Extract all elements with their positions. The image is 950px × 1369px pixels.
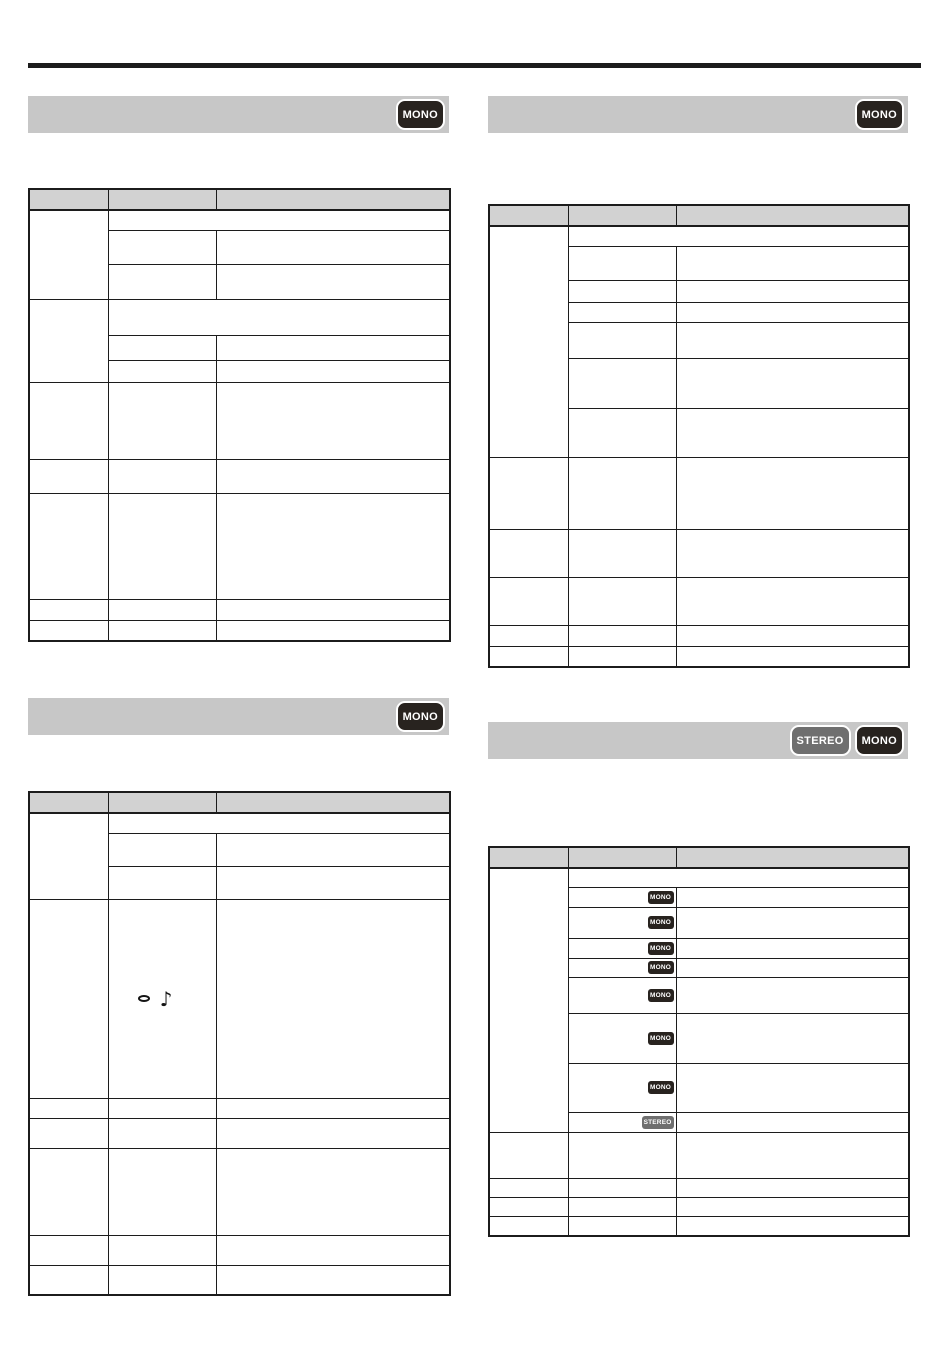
parameter-cell — [568, 529, 676, 577]
table-row — [29, 599, 450, 620]
effect-name-cell — [29, 493, 108, 599]
whole-note-icon — [138, 995, 150, 1002]
parameter-cell — [108, 866, 216, 899]
description-cell — [676, 408, 909, 457]
table-row — [29, 459, 450, 493]
effect-type-header-cell — [29, 792, 108, 813]
effect-name-cell — [489, 1197, 568, 1216]
parameter-header-cell — [568, 205, 676, 226]
parameter-cell — [568, 1197, 676, 1216]
description-cell — [676, 977, 909, 1013]
parameter-cell — [568, 1216, 676, 1236]
effect-name-cell — [489, 646, 568, 667]
parameter-header-cell — [108, 189, 216, 210]
mono-badge-small: MONO — [648, 989, 674, 1002]
description-cell — [676, 322, 909, 358]
description-cell — [216, 335, 450, 360]
effect-name-cell — [29, 459, 108, 493]
description-cell — [676, 1063, 909, 1112]
table-row — [29, 1235, 450, 1265]
parameter-cell — [108, 599, 216, 620]
table-row — [29, 899, 450, 1098]
description-header-cell — [216, 189, 450, 210]
parameter-cell — [108, 1265, 216, 1295]
table-row — [489, 529, 909, 577]
parameter-cell — [108, 459, 216, 493]
description-cell — [676, 246, 909, 280]
parameter-cell — [568, 1063, 676, 1112]
parameter-cell — [568, 907, 676, 938]
description-cell — [676, 887, 909, 907]
mono-badge: MONO — [855, 99, 904, 130]
description-cell — [676, 1216, 909, 1236]
parameter-cell — [568, 1013, 676, 1063]
parameter-cell — [568, 958, 676, 977]
parameter-cell — [568, 280, 676, 302]
description-cell — [676, 625, 909, 646]
effect-name-cell — [489, 1178, 568, 1197]
mono-badge-small: MONO — [648, 1081, 674, 1094]
table-header-row — [29, 792, 450, 813]
note-duration-icons — [109, 986, 202, 1011]
parameter-header-cell — [568, 847, 676, 868]
parameter-cell — [108, 899, 216, 1098]
effect-type-header-cell — [29, 189, 108, 210]
description-cell — [216, 833, 450, 866]
effect-name-cell — [29, 1098, 108, 1118]
parameter-cell — [108, 1148, 216, 1235]
section-bar-right-top — [488, 96, 908, 133]
section-bar-left-top — [28, 96, 449, 133]
parameter-cell — [568, 322, 676, 358]
parameter-cell — [108, 264, 216, 299]
description-cell — [216, 866, 450, 899]
effect-name-cell — [489, 868, 568, 1132]
table-row — [489, 1197, 909, 1216]
description-cell — [216, 264, 450, 299]
merged-description-cell — [108, 299, 450, 335]
parameter-cell — [108, 1118, 216, 1148]
table-row — [29, 1118, 450, 1148]
parameter-cell — [108, 360, 216, 382]
parameter-cell — [108, 1098, 216, 1118]
description-cell — [676, 457, 909, 529]
description-cell — [676, 646, 909, 667]
table-row — [489, 868, 909, 887]
table-row — [29, 210, 450, 230]
description-cell — [676, 938, 909, 958]
parameter-cell — [568, 1112, 676, 1132]
table-row — [489, 1132, 909, 1178]
description-cell — [216, 230, 450, 264]
table-row — [29, 620, 450, 641]
table-row — [489, 226, 909, 246]
effect-type-header-cell — [489, 205, 568, 226]
effect-name-cell — [29, 210, 108, 299]
description-cell — [676, 1013, 909, 1063]
parameter-cell — [568, 977, 676, 1013]
section-bar-left-bottom — [28, 698, 449, 735]
parameter-cell — [568, 408, 676, 457]
table-row — [489, 646, 909, 667]
section-bar-right-bottom — [488, 722, 908, 759]
description-header-cell — [216, 792, 450, 813]
mono-badge: MONO — [855, 725, 904, 756]
description-cell — [216, 899, 450, 1098]
parameter-cell — [568, 1132, 676, 1178]
description-cell — [676, 1178, 909, 1197]
table-row — [29, 1098, 450, 1118]
description-cell — [676, 1197, 909, 1216]
effect-name-cell — [29, 813, 108, 899]
merged-description-cell — [108, 210, 450, 230]
effect-name-cell — [489, 625, 568, 646]
description-cell — [216, 459, 450, 493]
description-cell — [216, 382, 450, 459]
description-header-cell — [676, 847, 909, 868]
merged-description-cell — [568, 868, 909, 887]
effect-type-header-cell — [489, 847, 568, 868]
effect-name-cell — [489, 226, 568, 457]
description-cell — [676, 577, 909, 625]
effect-name-cell — [489, 1216, 568, 1236]
parameter-cell — [568, 938, 676, 958]
params-table-left-top — [28, 188, 451, 642]
description-cell — [216, 360, 450, 382]
description-cell — [216, 1098, 450, 1118]
effect-name-cell — [29, 1148, 108, 1235]
table-header-row — [489, 847, 909, 868]
top-rule — [28, 63, 921, 68]
mono-badge-small: MONO — [648, 1032, 674, 1045]
effect-name-cell — [489, 1132, 568, 1178]
params-table-right-bottom — [488, 846, 910, 1237]
mono-badge: MONO — [396, 701, 445, 732]
merged-description-cell — [568, 226, 909, 246]
effect-name-cell — [29, 899, 108, 1098]
mono-badge-small: MONO — [648, 942, 674, 955]
description-cell — [676, 529, 909, 577]
mono-badge-small: MONO — [648, 916, 674, 929]
table-row — [489, 457, 909, 529]
parameter-cell — [108, 335, 216, 360]
parameter-cell — [568, 358, 676, 408]
description-header-cell — [676, 205, 909, 226]
table-header-row — [489, 205, 909, 226]
parameter-cell — [108, 833, 216, 866]
description-cell — [676, 1132, 909, 1178]
merged-description-cell — [108, 813, 450, 833]
parameter-header-cell — [108, 792, 216, 813]
effect-name-cell — [489, 457, 568, 529]
table-row — [29, 1265, 450, 1295]
description-cell — [216, 493, 450, 599]
stereo-badge: STEREO — [790, 725, 851, 756]
description-cell — [216, 1118, 450, 1148]
description-cell — [216, 620, 450, 641]
table-row — [489, 1216, 909, 1236]
parameter-cell — [568, 302, 676, 322]
params-table-right-top — [488, 204, 910, 668]
effect-name-cell — [29, 599, 108, 620]
parameter-cell — [108, 620, 216, 641]
parameter-cell — [108, 1235, 216, 1265]
table-row — [29, 1148, 450, 1235]
table-row — [489, 577, 909, 625]
parameter-cell — [568, 1178, 676, 1197]
effect-name-cell — [489, 577, 568, 625]
effect-name-cell — [29, 382, 108, 459]
table-row — [29, 813, 450, 833]
mono-badge-small: MONO — [648, 961, 674, 974]
description-cell — [676, 358, 909, 408]
table-row — [29, 382, 450, 459]
table-row — [29, 299, 450, 335]
eighth-note-icon: ♪ — [159, 986, 173, 1011]
table-row — [489, 625, 909, 646]
parameter-cell — [568, 577, 676, 625]
stereo-badge-small: STEREO — [642, 1116, 674, 1129]
mono-badge-small: MONO — [648, 891, 674, 904]
effect-name-cell — [29, 1118, 108, 1148]
effect-name-cell — [29, 1265, 108, 1295]
table-header-row — [29, 189, 450, 210]
table-row — [29, 493, 450, 599]
parameter-cell — [568, 457, 676, 529]
parameter-cell — [108, 493, 216, 599]
description-cell — [216, 1265, 450, 1295]
parameter-cell — [108, 382, 216, 459]
effect-name-cell — [489, 529, 568, 577]
description-cell — [676, 907, 909, 938]
effect-name-cell — [29, 299, 108, 382]
description-cell — [216, 599, 450, 620]
parameter-cell — [108, 230, 216, 264]
params-table-left-bottom — [28, 791, 451, 1296]
table-row — [489, 1178, 909, 1197]
description-cell — [676, 958, 909, 977]
effect-name-cell — [29, 1235, 108, 1265]
mono-badge: MONO — [396, 99, 445, 130]
parameter-cell — [568, 887, 676, 907]
description-cell — [676, 280, 909, 302]
parameter-cell — [568, 246, 676, 280]
description-cell — [676, 1112, 909, 1132]
parameter-cell — [568, 625, 676, 646]
description-cell — [216, 1235, 450, 1265]
effect-name-cell — [29, 620, 108, 641]
parameter-cell — [568, 646, 676, 667]
description-cell — [676, 302, 909, 322]
description-cell — [216, 1148, 450, 1235]
